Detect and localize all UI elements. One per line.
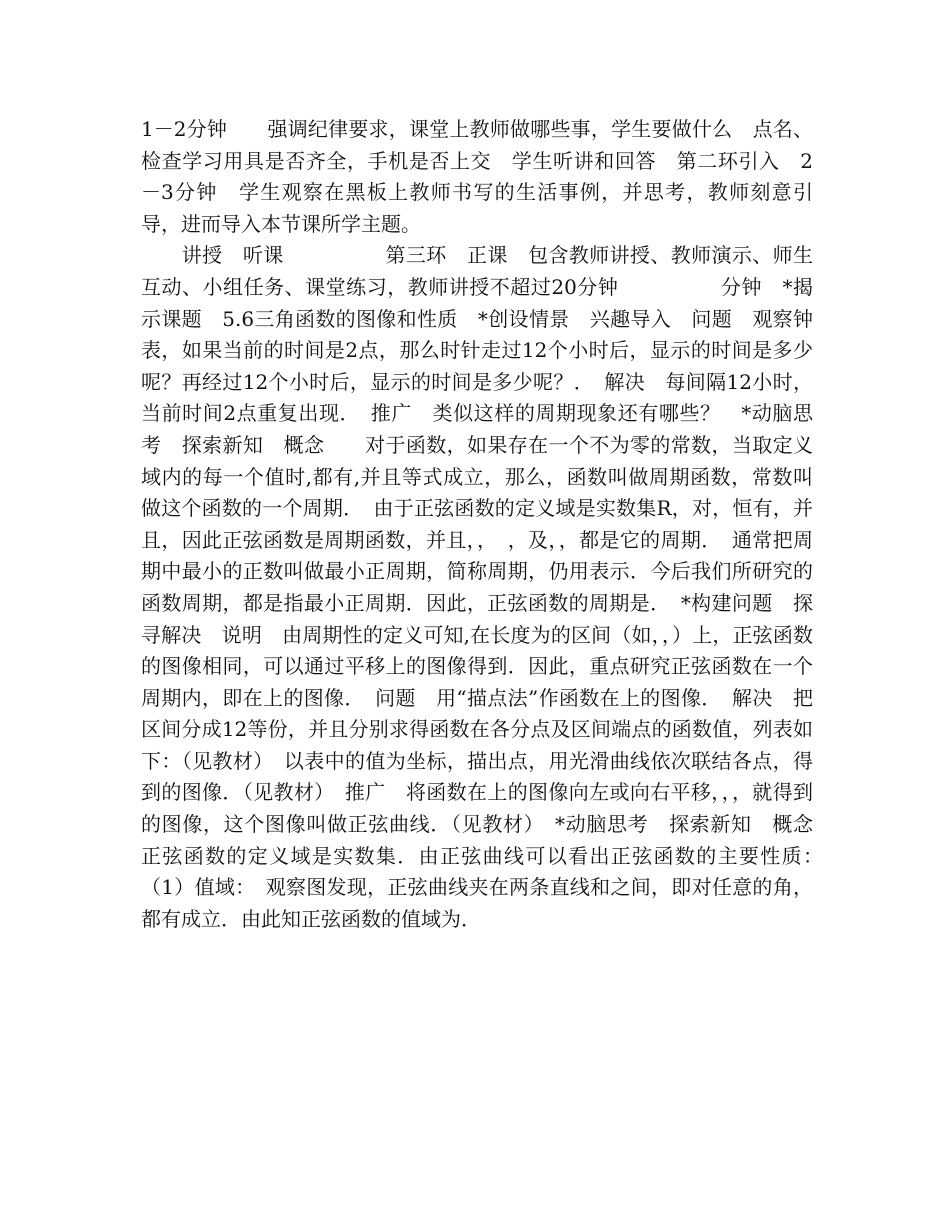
paragraph-lesson-main: 讲授 听课 第三环 正课 包含教师讲授、教师演示、师生互动、小组任务、课堂练习，教师讲授不超过20分钟 分钟 *揭示课题 5.6三角函数的图像和性质 *创设情景 兴趣导入 问题 观察钟表，如果当前的时间是2点，那么时针走过12个小时后，显示的时间是多少呢？再经过12个小时后，显示的时间是多少呢？． 解决 每间隔12小时，当前时间2点重复出现． 推广 类似这样的周期现象还有哪些？ *动脑思考 探索新知 概念 对于函数，如果存在一个不为零的常数，当取定义域内的每一个值时,都有,并且等式成立，那么，函数叫做周期函数，常数叫做这个函数的一个周期． 由于正弦函数的定义域是实数集R，对，恒有，并且，因此正弦函数是周期函数，并且，， ，及，，都是它的周期． 通常把周期中最小的正数叫做最小正周期，简称周期，仍用表示．今后我们所研究的函数周期，都是指最小正周期．因此，正弦函数的周期是． *构建问题 探寻解决 说明 由周期性的定义可知,在长度为的区间（如，，）上，正弦函数的图像相同，可以通过平移上的图像得到．因此，重点研究正弦函数在一个周期内，即在上的图像． 问题 用“描点法”作函数在上的图像． 解决 把区间分成12等份，并且分别求得函数在各分点及区间端点的函数值，列表如下：（见教材） 以表中的值为坐标，描出点，用光滑曲线依次联结各点，得到的图像．（见教材） 推广 将函数在上的图像向左或向右平移，，，就得到的图像，这个图像叫做正弦曲线．（见教材） *动脑思考 探索新知 概念 正弦函数的定义域是实数集．由正弦曲线可以看出正弦函数的主要性质： （1）值域： 观察图发现，正弦曲线夹在两条直线和之间，即对任意的角，都有成立．由此知正弦函数的值域为．	[141, 243, 833, 931]
paragraph-lesson-intro: 1－2分钟 强调纪律要求，课堂上教师做哪些事，学生要做什么 点名、检查学习用具是否齐全，手机是否上交 学生听讲和回答 第二环引入 2－3分钟 学生观察在黑板上教师书写的生活事例，并思考，教师刻意引导，进而导入本节课所学主题。	[141, 117, 813, 236]
document-body	[141, 114, 833, 935]
